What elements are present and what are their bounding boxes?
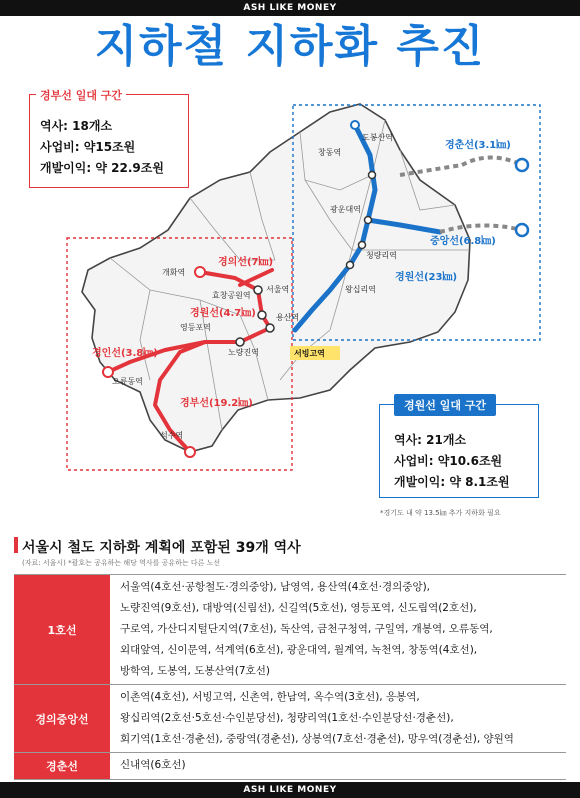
- top-watermark-banner: ASH LIKE MONEY: [0, 0, 580, 16]
- bottom-watermark-banner: ASH LIKE MONEY: [0, 782, 580, 798]
- cell-line: 회기역(1호선·경춘선), 중랑역(경춘선), 상봉역(7호선·경춘선), 망우역(경춘선), 양원역: [120, 733, 514, 745]
- cell-line: 왕십리역(2호선·5호선·수인분당선), 청량리역(1호선·수인분당선·경춘선),: [120, 712, 454, 724]
- label-seobinggo: 서빙고역: [294, 349, 325, 358]
- row-label-gyeongchun: 경춘선: [14, 753, 110, 779]
- table-row: [14, 684, 566, 753]
- gyeongwon-stations: 역사: 21개소: [394, 433, 467, 447]
- dobongsan-station: [351, 121, 359, 129]
- cell-line: 외대앞역, 신이문역, 석계역(6호선), 광운대역, 월계역, 녹천역, 창동역(4호선),: [120, 644, 478, 656]
- map-footnote: *경기도 내 약 13.5㎞ 추가 지하화 필요: [380, 509, 501, 517]
- gyeongbu-cost: 사업비: 약15조원: [40, 140, 136, 154]
- jungang-terminal: [516, 224, 528, 236]
- label-seoksu: 석수역: [160, 431, 184, 440]
- table-row: [14, 574, 566, 685]
- cell-line: 서울역(4호선·공항철도·경의중앙), 남영역, 용산역(4호선·경의중앙),: [120, 581, 431, 593]
- label-yongsan: 용산역: [276, 313, 300, 322]
- cell-line: 방학역, 도봉역, 도봉산역(7호선): [120, 665, 270, 677]
- label-gyeongwon: 경원선(23㎞): [395, 272, 458, 283]
- cell-line: 구로역, 가산디지털단지역(7호선), 독산역, 금천구청역, 구일역, 개봉역, 오류동역,: [120, 623, 493, 635]
- label-gwangun: 광운대역: [330, 205, 361, 214]
- label-noryangjin: 노량진역: [228, 348, 259, 357]
- label-gyeongui: 경의선(7㎞): [218, 257, 274, 268]
- seoksu-station: [185, 447, 195, 457]
- label-gyeongin: 경인선(3.8㎞): [92, 348, 158, 359]
- table-row: [14, 752, 566, 780]
- label-yeongdeungpo: 영등포역: [180, 323, 211, 332]
- label-gyeongwon2: 경원선(4.7㎞): [190, 308, 256, 319]
- label-gaehwa: 개화역: [162, 268, 186, 277]
- row-cell-gyeongui-jungang: [120, 687, 560, 750]
- label-jungang: 중앙선(6.8㎞): [430, 236, 496, 247]
- gyeongchun-terminal: [516, 159, 528, 171]
- table-title: 서울시 철도 지하화 계획에 포함된 39개 역사: [22, 540, 301, 556]
- gaehwa-station: [195, 267, 205, 277]
- cell-line: 신내역(6호선): [120, 759, 186, 771]
- label-wangsimni: 왕십리역: [345, 285, 376, 294]
- label-oryu: 오류동역: [112, 377, 143, 386]
- label-gyeongchun: 경춘선(3.1㎞): [445, 140, 511, 151]
- row-label-line1: 1호선: [14, 575, 110, 685]
- cell-line: 이촌역(4호선), 서빙고역, 신촌역, 한남역, 옥수역(3호선), 응봉역,: [120, 691, 420, 703]
- row-cell-line1: [120, 577, 560, 682]
- cell-line: 노량진역(9호선), 대방역(신림선), 신길역(5호선), 영등포역, 신도림역(2호선),: [120, 602, 477, 614]
- label-hyochang: 효창공원역: [212, 291, 251, 300]
- table-source: (자료: 서울시) *괄호는 공유하는 해당 역사를 공유하는 다른 노선: [22, 559, 221, 567]
- label-gyeongbu: 경부선(19.2㎞): [180, 398, 253, 409]
- table-title-marker: [14, 537, 18, 553]
- gyeongbu-stations: 역사: 18개소: [40, 119, 113, 133]
- gyeongbu-info-header: 경부선 일대 구간: [36, 87, 126, 103]
- label-seoul: 서울역: [266, 285, 290, 294]
- oryu-station: [103, 367, 113, 377]
- row-label-gyeongui-jungang: 경의중앙선: [14, 685, 110, 753]
- gyeongwon-info-header: 경원선 일대 구간: [394, 394, 496, 416]
- row-cell-gyeongchun: [120, 755, 560, 776]
- gyeongwon-info-box: [379, 399, 539, 498]
- gyeongwon-profit: 개발이익: 약 8.1조원: [394, 475, 510, 489]
- gyeongwon-cost: 사업비: 약10.6조원: [394, 454, 503, 468]
- gyeongbu-info-box: [29, 89, 189, 188]
- label-dobongsan: 도봉산역: [362, 133, 393, 142]
- gyeongbu-profit: 개발이익: 약 22.9조원: [40, 161, 164, 175]
- page-title: 지하철 지하화 추진: [94, 21, 486, 72]
- label-cheongnyangni: 청량리역: [366, 251, 397, 260]
- label-changdong: 창동역: [318, 148, 342, 157]
